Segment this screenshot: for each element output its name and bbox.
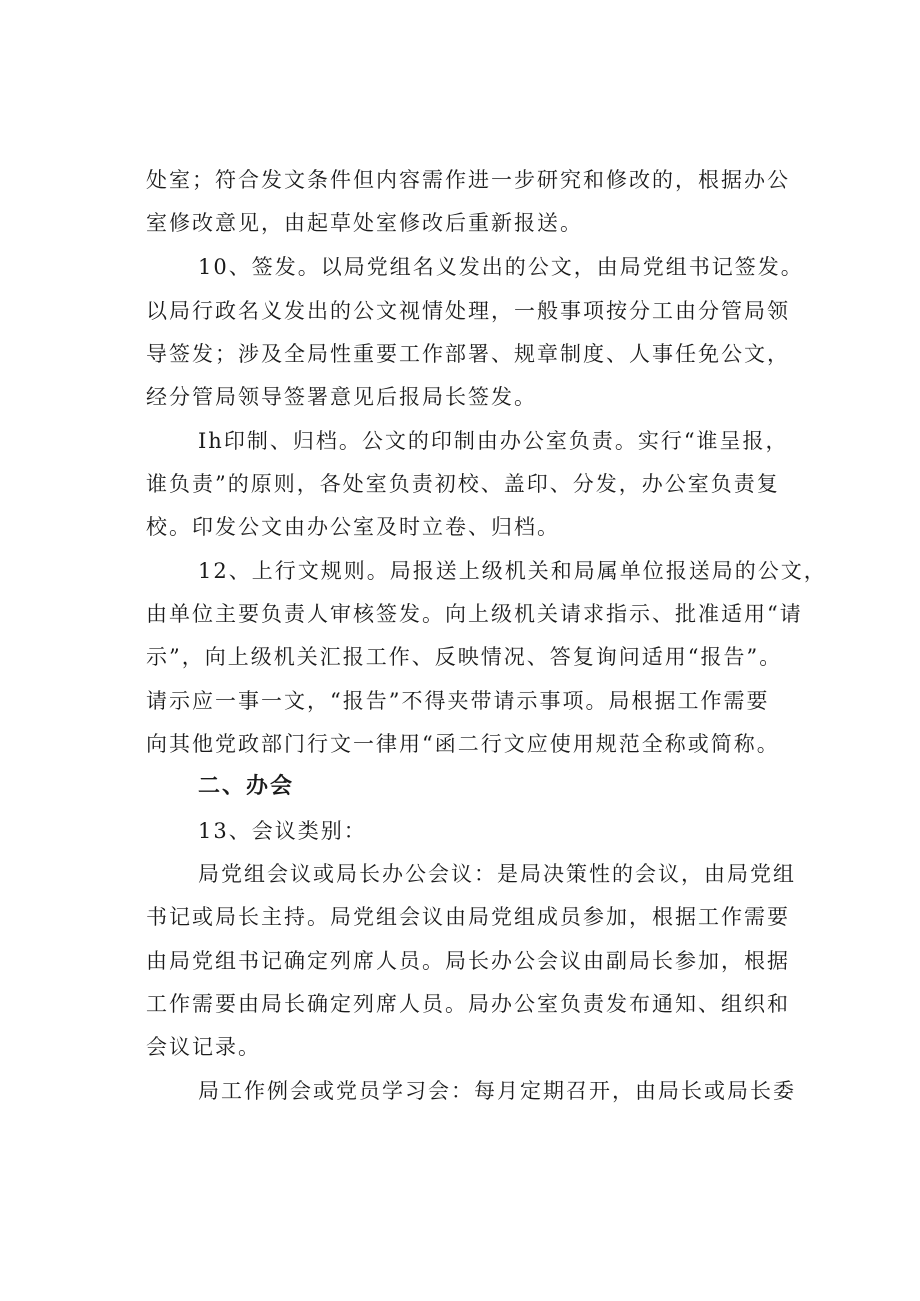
text-line: 局工作例会或党员学习会：每月定期召开，由局长或局长委	[198, 1079, 796, 1103]
section-heading: 二、办会	[198, 774, 295, 799]
text-line: 校。印发公文由办公室及时立卷、归档。	[146, 515, 560, 539]
text-line: 室修改意见，由起草处室修改后重新报送。	[146, 211, 583, 235]
text-line: 12、上行文规则。局报送上级机关和局属单位报送局的公文，	[198, 559, 827, 583]
text-line: 处室；符合发文条件但内容需作进一步研究和修改的，根据办公	[146, 168, 790, 192]
text-line: 示”，向上级机关汇报工作、反映情况、答复询问适用“报告”。	[146, 645, 783, 669]
text-line: 由局党组书记确定列席人员。局长办公会议由副局长参加，根据	[146, 949, 790, 973]
text-line: 由单位主要负责人审核签发。向上级机关请求指示、批准适用“请	[146, 602, 803, 626]
text-line: 向其他党政部门行文一律用“函二行文应使用规范全称或简称。	[146, 732, 780, 756]
text-line: 经分管局领导签署意见后报局长签发。	[146, 385, 537, 409]
text-line: 局党组会议或局长办公会议：是局决策性的会议，由局党组	[198, 862, 796, 886]
text-line: 工作需要由局长确定列席人员。局办公室负责发布通知、组织和	[146, 992, 790, 1016]
text-line: Ih印制、归档。公文的印制由办公室负责。实行“谁呈报，	[198, 429, 789, 453]
text-line: 导签发；涉及全局性重要工作部署、规章制度、人事任免公文，	[146, 342, 790, 366]
text-line: 请示应一事一文，“报告”不得夹带请示事项。局根据工作需要	[146, 689, 770, 713]
text-line: 会议记录。	[146, 1035, 261, 1059]
text-line: 13、会议类别：	[198, 819, 367, 843]
text-line: 谁负责”的原则，各处室负责初校、盖印、分发，办公室负责复	[146, 472, 780, 496]
text-line: 以局行政名义发出的公文视情处理，一般事项按分工由分管局领	[146, 299, 790, 323]
text-line: 书记或局长主持。局党组会议由局党组成员参加，根据工作需要	[146, 905, 790, 929]
text-line: 10、签发。以局党组名义发出的公文，由局党组书记签发。	[198, 255, 804, 279]
